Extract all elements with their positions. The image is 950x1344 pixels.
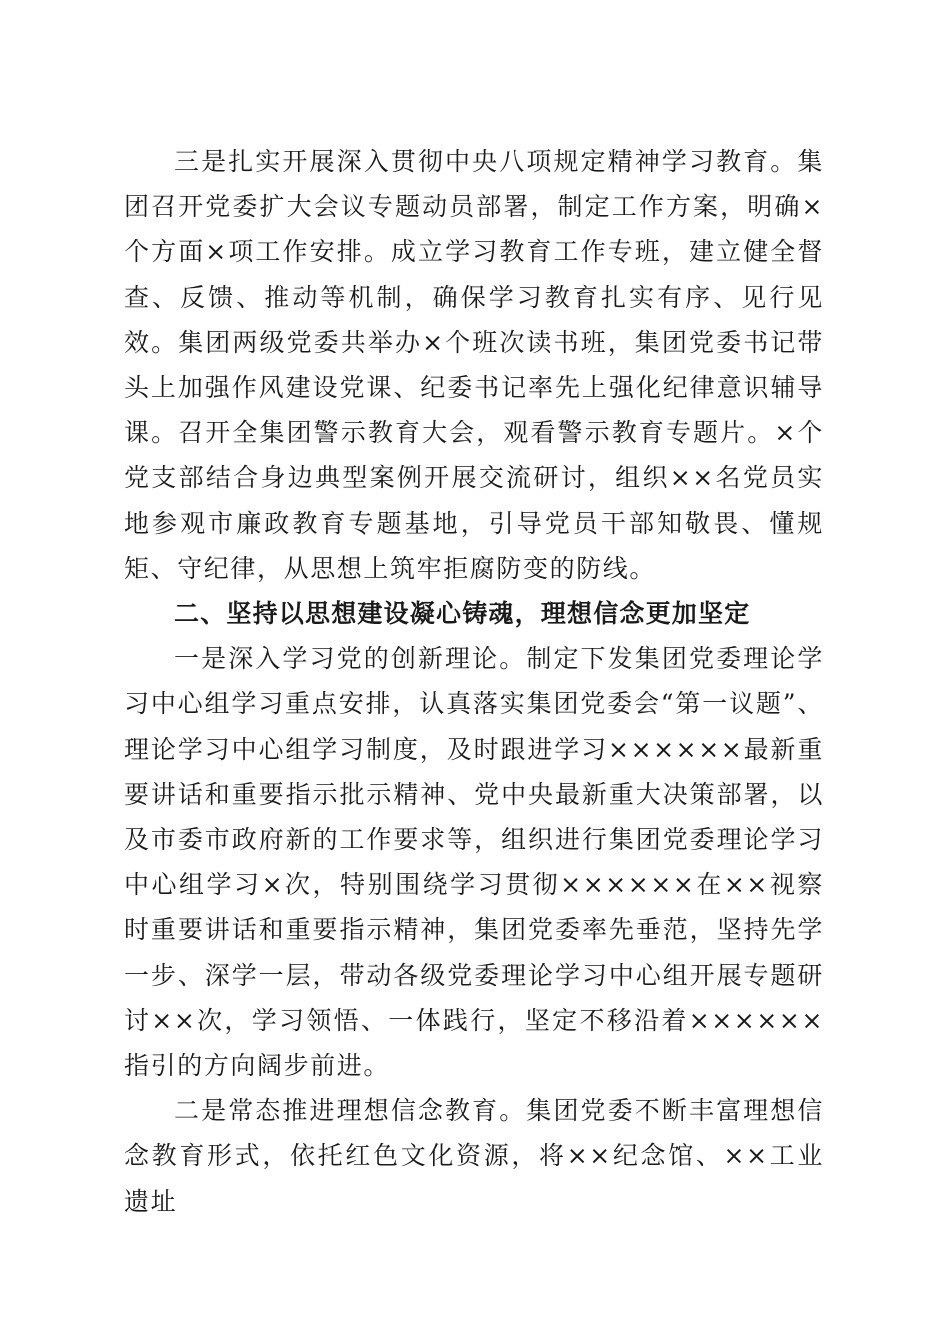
paragraph-point-one: 一是深入学习党的创新理论。制定下发集团党委理论学习中心组学习重点安排，认真落实集团党委会“第一议题”、理论学习中心组学习制度，及时跟进学习××××××最新重要讲话和重要指示批示精神、党中央最新重大决策部署，以及市委市政府新的工作要求等，组织进行集团党委理论学习中心组学习×次，特别围绕学习贯彻××××××在××视察时重要讲话和重要指示精神，集团党委率先垂范，坚持先学一步、深学一层，带动各级党委理论学习中心组开展专题研讨××次，学习领悟、一体践行，坚定不移沿着××××××指引的方向阔步前进。 [124, 644, 824, 1081]
paragraph-point-three: 三是扎实开展深入贯彻中央八项规定精神学习教育。集团召开党委扩大会议专题动员部署，制定工作方案，明确×个方面×项工作安排。成立学习教育工作专班，建立健全督查、反馈、推动等机制，确保学习教育扎实有序、见行见效。集团两级党委共举办×个班次读书班，集团党委书记带头上加强作风建设党课、纪委书记率先上强化纪律意识辅导课。召开全集团警示教育大会，观看警示教育专题片。×个党支部结合身边典型案例开展交流研讨，组织××名党员实地参观市廉政教育专题基地，引导党员干部知敬畏、懂规矩、守纪律，从思想上筑牢拒腐防变的防线。 [124, 147, 824, 583]
document-body [124, 139, 824, 1224]
section-heading-two: 二、坚持以思想建设凝心铸魂，理想信念更加坚定 [174, 599, 751, 629]
paragraph-point-two: 二是常态推进理想信念教育。集团党委不断丰富理想信念教育形式，依托红色文化资源，将××纪念馆、××工业遗址 [124, 1096, 824, 1216]
